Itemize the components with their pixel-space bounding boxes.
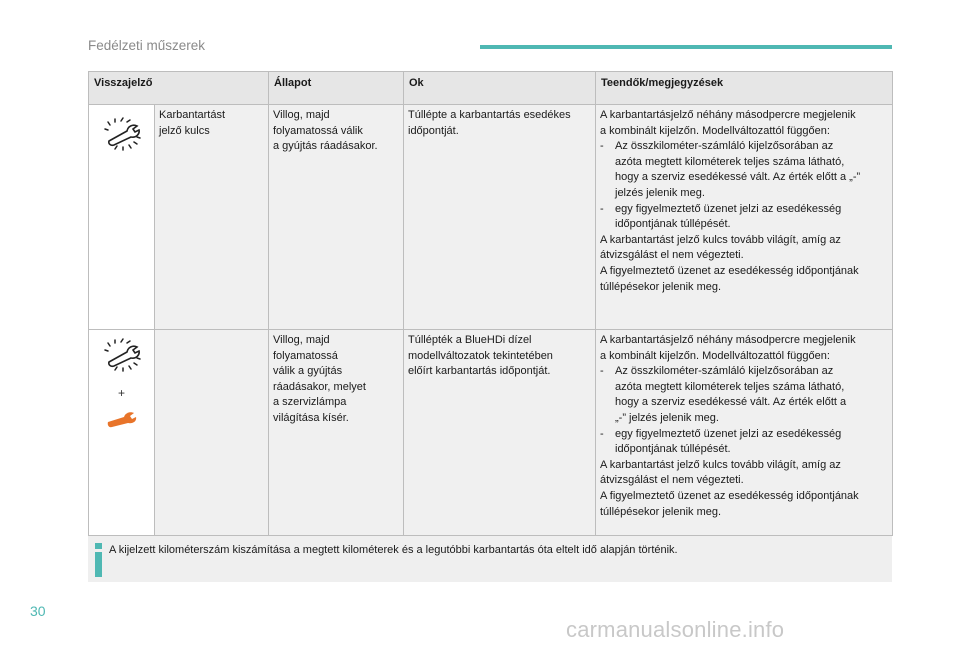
section-title: Fedélzeti műszerek xyxy=(88,38,206,53)
notes-line: hogy a szerviz esedékessé vált. Az érték előtt a xyxy=(615,396,847,409)
watermark: carmanualsonline.info xyxy=(566,617,785,642)
ok-line: modellváltozatok tekintetében xyxy=(408,349,553,362)
column-header-allapot: Állapot xyxy=(269,72,404,105)
ok-line: előírt karbantartás időpontját. xyxy=(408,365,551,378)
orange-wrench-icon xyxy=(105,409,139,429)
ok-cell xyxy=(404,330,596,536)
ok-line: időpontját. xyxy=(408,124,459,137)
allapot-line: világítása kísér. xyxy=(273,411,349,424)
allapot-line: Villog, majd xyxy=(273,334,330,346)
info-icon xyxy=(94,543,104,577)
notes-line: A karbantartást jelző kulcs tovább világít, amíg az xyxy=(600,458,841,471)
plus-sign: + xyxy=(117,385,125,400)
notes-line: átvizsgálást el nem végezteti. xyxy=(600,474,744,487)
wrench-sparkle-icon xyxy=(97,334,147,378)
notes-line: a kombinált kijelzőn. Modellváltozattól függően: xyxy=(600,349,830,362)
notes-line: túllépésekor jelenik meg. xyxy=(600,505,722,518)
notes-line: időpontjának túllépését. xyxy=(615,443,731,456)
ok-cell xyxy=(404,105,596,330)
allapot-cell xyxy=(269,330,404,536)
notes-line: a kombinált kijelzőn. Modellváltozattól függően: xyxy=(600,124,830,137)
ok-line: Túllépte a karbantartás esedékes xyxy=(408,109,571,121)
allapot-line: folyamatossá xyxy=(273,349,338,362)
column-header-visszajelzo: Visszajelző xyxy=(89,72,269,105)
allapot-line: folyamatossá válik xyxy=(273,124,363,137)
column-header-ok: Ok xyxy=(404,72,596,105)
info-note-text: A kijelzett kilométerszám kiszámítása a megtett kilométerek és a legutóbbi karbantartás óta eltelt idő alapján történik. xyxy=(109,544,678,556)
notes-line: A karbantartást jelző kulcs tovább világít, amíg az xyxy=(600,233,841,246)
table-header-row xyxy=(89,72,893,105)
page-number: 30 xyxy=(30,603,46,619)
allapot-line: ráadásakor, melyet xyxy=(273,380,366,393)
ok-line: Túllépték a BlueHDi dízel xyxy=(408,334,532,346)
allapot-line: a szervizlámpa xyxy=(273,396,347,409)
indicator-table xyxy=(88,71,893,536)
icon-cell xyxy=(89,330,155,536)
indicator-name-cell xyxy=(155,105,269,330)
column-header-teendok: Teendők/megjegyzések xyxy=(596,72,893,105)
notes-line: A karbantartásjelző néhány másodpercre megjelenik xyxy=(600,109,856,121)
notes-line: „-” jelzés jelenik meg. xyxy=(615,411,719,424)
notes-line: A figyelmeztető üzenet az esedékesség időpontjának xyxy=(600,264,859,277)
indicator-name xyxy=(155,330,268,337)
notes-line: azóta megtett kilométerek teljes száma látható, xyxy=(615,380,845,393)
allapot-line: a gyújtás ráadásakor. xyxy=(273,140,378,153)
notes-line: azóta megtett kilométerek teljes száma látható, xyxy=(615,155,845,168)
notes-cell xyxy=(596,330,893,536)
notes-line: A figyelmeztető üzenet az esedékesség időpontjának xyxy=(600,489,859,502)
notes-line: túllépésekor jelenik meg. xyxy=(600,280,722,293)
notes-line: átvizsgálást el nem végezteti. xyxy=(600,249,744,262)
indicator-name-cell xyxy=(155,330,269,536)
allapot-line: Villog, majd xyxy=(273,109,330,121)
indicator-name: Karbantartást jelző kulcs xyxy=(159,109,226,137)
allapot-cell xyxy=(269,105,404,330)
table-row xyxy=(89,330,893,536)
notes-line: hogy a szerviz esedékessé vált. Az érték előtt a „-” xyxy=(615,171,861,184)
allapot-line: válik a gyújtás xyxy=(273,365,343,378)
notes-bullet: - egy figyelmeztető üzenet jelzi az esedékesség xyxy=(600,427,842,440)
notes-line: jelzés jelenik meg. xyxy=(615,186,705,199)
notes-line: időpontjának túllépését. xyxy=(615,218,731,231)
wrench-sparkle-icon xyxy=(97,113,147,157)
notes-bullet: - egy figyelmeztető üzenet jelzi az esedékesség xyxy=(600,202,842,215)
notes-cell xyxy=(596,105,893,330)
icon-cell xyxy=(89,105,155,330)
notes-bullet: - Az összkilométer-számláló kijelzősorában az xyxy=(600,140,834,153)
notes-bullet: - Az összkilométer-számláló kijelzősorában az xyxy=(600,365,834,378)
section-accent-bar xyxy=(480,45,892,49)
notes-line: A karbantartásjelző néhány másodpercre megjelenik xyxy=(600,334,856,346)
info-note xyxy=(88,536,892,582)
table-row xyxy=(89,105,893,330)
